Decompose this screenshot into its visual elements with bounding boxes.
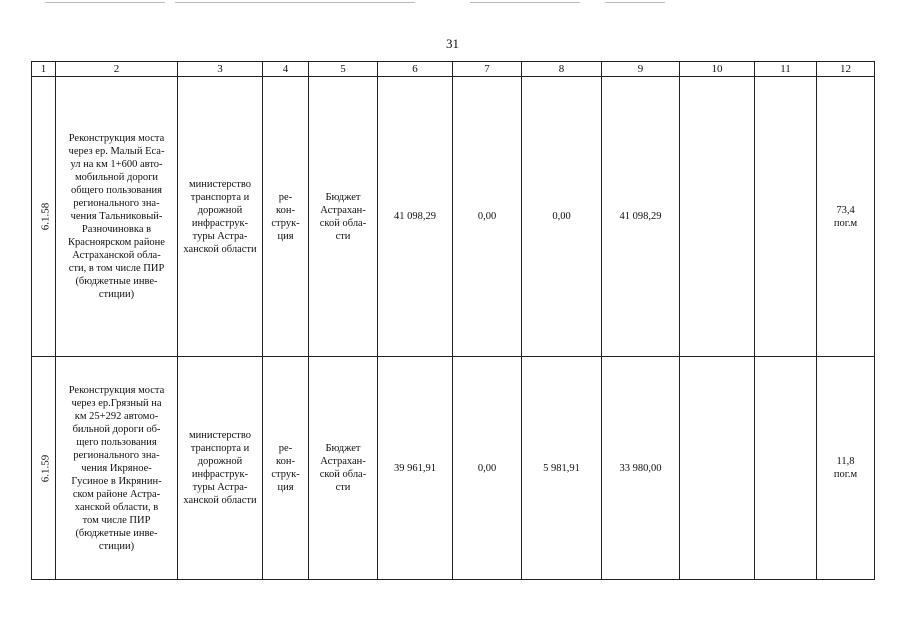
- column-header: 2: [56, 62, 178, 77]
- scan-artifact-line: [470, 2, 580, 3]
- scan-artifact-line: [605, 2, 665, 3]
- funding-source-cell: Бюджет Астрахан- ской обла- сти: [309, 357, 378, 580]
- column-header: 5: [309, 62, 378, 77]
- column-header: 7: [453, 62, 522, 77]
- value-cell-8: 5 981,91: [522, 357, 602, 580]
- scan-artifact-line: [45, 2, 165, 3]
- column-header: 11: [755, 62, 817, 77]
- value-cell-9: 41 098,29: [602, 77, 680, 357]
- customer-cell: министерство транспорта и дорожной инфраструк- туры Астра- ханской области: [178, 77, 263, 357]
- value-cell-9: 33 980,00: [602, 357, 680, 580]
- value-cell-10: [680, 357, 755, 580]
- scan-artifact-line: [175, 2, 415, 3]
- row-number-cell: [32, 77, 56, 357]
- value-cell-11: [755, 357, 817, 580]
- value-cell-6: 41 098,29: [378, 77, 453, 357]
- value-cell-10: [680, 77, 755, 357]
- object-name-cell: Реконструкция моста через ер. Малый Еса- ул на км 1+600 авто- мобильной дороги общего пользования регионального зна- чения Тальниковый- Разночиновка в Красноярском районе Астраханской обла- сти, в том числе ПИР (бюджетные инве- стиции): [56, 77, 178, 357]
- column-header: 3: [178, 62, 263, 77]
- column-header: 10: [680, 62, 755, 77]
- budget-table: [31, 61, 875, 580]
- value-cell-6: 39 961,91: [378, 357, 453, 580]
- value-cell-11: [755, 77, 817, 357]
- capacity-cell: 11,8 пог.м: [817, 357, 875, 580]
- value-cell-7: 0,00: [453, 357, 522, 580]
- column-header: 9: [602, 62, 680, 77]
- customer-cell: министерство транспорта и дорожной инфраструк- туры Астра- ханской области: [178, 357, 263, 580]
- object-name-cell: Реконструкция моста через ер.Грязный на км 25+292 автомо- бильной дороги об- щего пользования регионального зна- чения Икряное- Гусиное в Икрянин- ском районе Астра- ханской области, в том числе ПИР (бюджетные инве- стиции): [56, 357, 178, 580]
- table-row: [32, 77, 875, 357]
- value-cell-8: 0,00: [522, 77, 602, 357]
- column-header: 1: [32, 62, 56, 77]
- column-header: 6: [378, 62, 453, 77]
- column-header: 12: [817, 62, 875, 77]
- row-number: 6.1.58: [39, 202, 52, 231]
- column-header: 4: [263, 62, 309, 77]
- page-number: 31: [446, 36, 459, 51]
- row-number: 6.1.59: [39, 454, 52, 482]
- work-type-cell: ре- кон- струк- ция: [263, 77, 309, 357]
- row-number-cell: [32, 357, 56, 580]
- capacity-cell: 73,4 пог.м: [817, 77, 875, 357]
- work-type-cell: ре- кон- струк- ция: [263, 357, 309, 580]
- table-row: [32, 357, 875, 580]
- column-number-row: [32, 62, 875, 77]
- column-header: 8: [522, 62, 602, 77]
- value-cell-7: 0,00: [453, 77, 522, 357]
- funding-source-cell: Бюджет Астрахан- ской обла- сти: [309, 77, 378, 357]
